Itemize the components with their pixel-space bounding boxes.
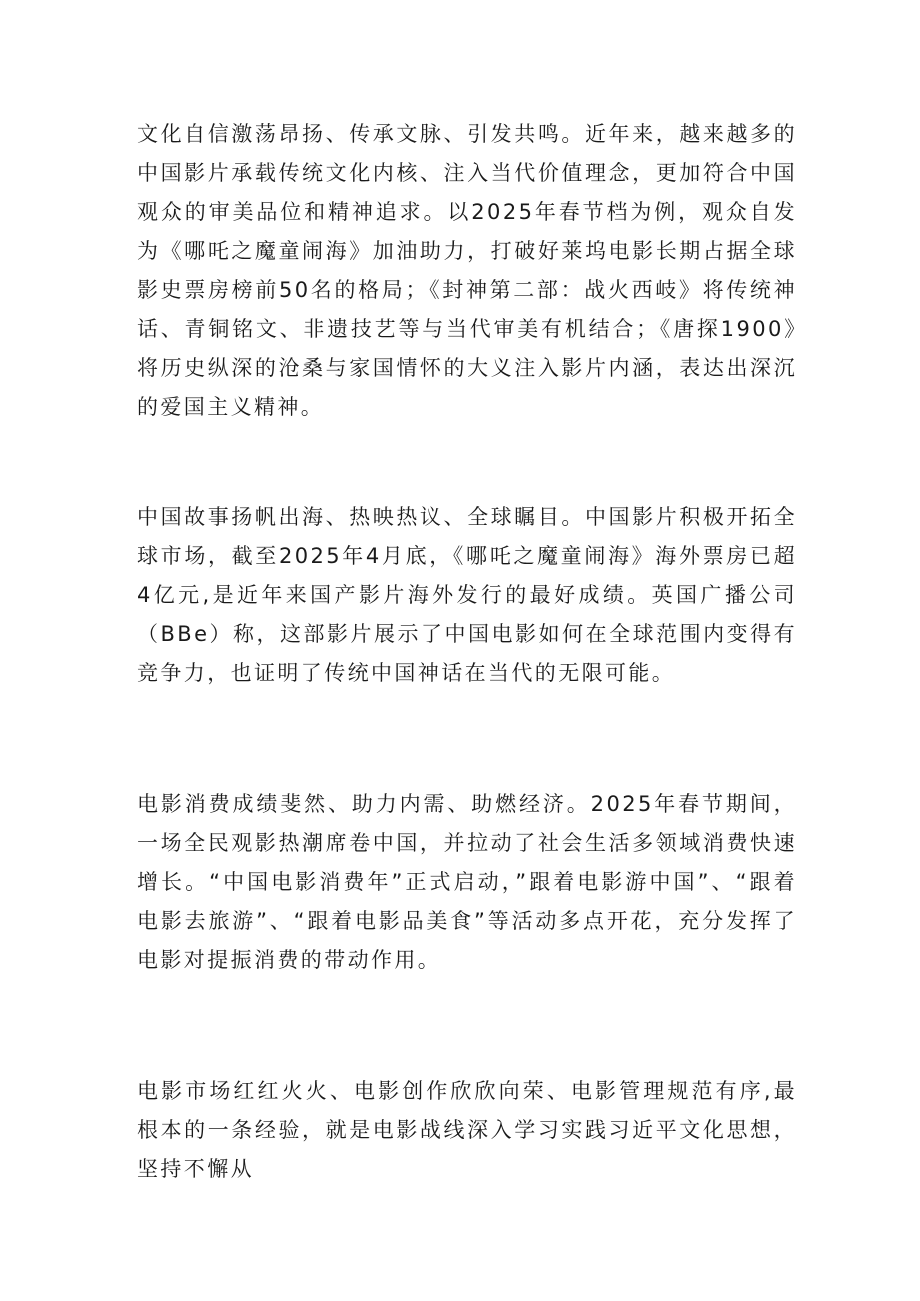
paragraph-market-experience: 电影市场红红火火、电影创作欣欣向荣、电影管理规范有序,最根本的一条经验，就是电影战线深入学习实践习近平文化思想，坚持不懈从 <box>137 1079 797 1181</box>
paragraph-cultural-confidence: 文化自信激荡昂扬、传承文脉、引发共鸣。近年来，越来越多的中国影片承载传统文化内核、注入当代价值理念，更加符合中国观众的审美品位和精神追求。以2025年春节档为例，观众自发为《哪吒之魔童闹海》加油助力，打破好莱坞电影长期占据全球影史票房榜前50名的格局；《封神第二部：战火西岐》将传统神话、青铜铭文、非遗技艺等与当代审美有机结合；《唐探1900》将历史纵深的沧桑与家国情怀的大义注入影片内涵，表达出深沉的爱国主义精神。 <box>137 122 797 419</box>
paragraph-overseas-box-office: 中国故事扬帆出海、热映热议、全球瞩目。中国影片积极开拓全球市场，截至2025年4月底，《哪吒之魔童闹海》海外票房已超4亿元,是近年来国产影片海外发行的最好成绩。英国广播公司（BBe）称，这部影片展示了中国电影如何在全球范围内变得有竞争力，也证明了传统中国神话在当代的无限可能。 <box>137 505 797 685</box>
paragraph-film-consumption: 电影消费成绩斐然、助力内需、助燃经济。2025年春节期间，一场全民观影热潮席卷中国，并拉动了社会生活多领域消费快速增长。“中国电影消费年”正式启动，”跟着电影游中国”、“跟着电影去旅游”、“跟着电影品美食”等活动多点开花，充分发挥了电影对提振消费的带动作用。 <box>137 792 797 972</box>
